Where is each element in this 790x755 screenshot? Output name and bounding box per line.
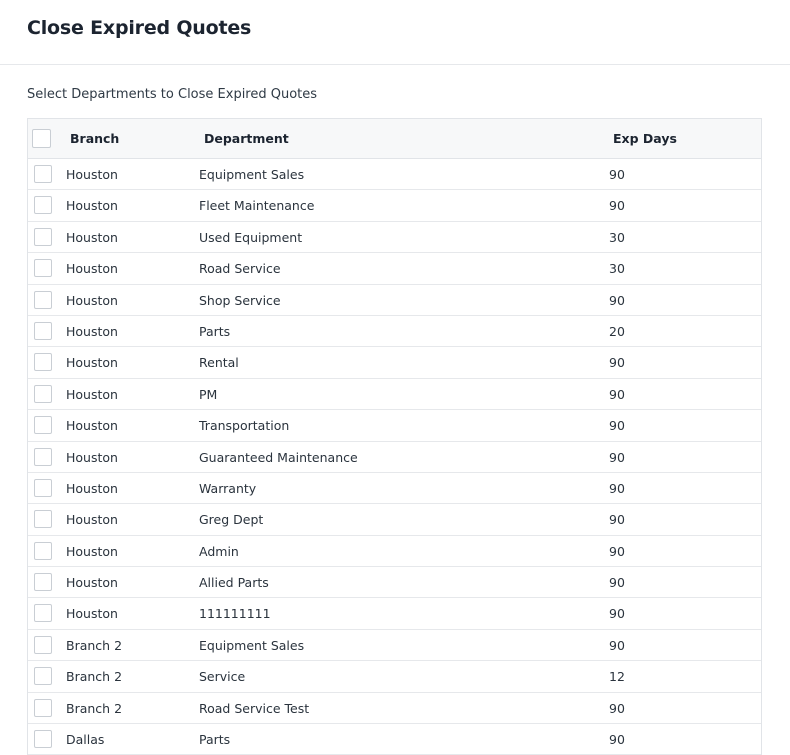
department-cell: Equipment Sales [199,167,305,182]
exp-days-cell: 90 [609,449,625,465]
exp-days-cell: 30 [609,261,625,277]
department-cell: Allied Parts [199,575,269,591]
exp-days-cell: 90 [609,386,625,402]
department-cell: Warranty [199,480,257,496]
row-checkbox[interactable] [34,196,52,214]
table-row[interactable] [28,630,761,661]
department-cell: Transportation [199,418,290,434]
department-cell: Parts [199,323,231,339]
table-row[interactable] [28,379,761,410]
department-cell: Greg Dept [199,512,264,528]
branch-cell: Houston [66,167,118,182]
exp-days-cell: 90 [609,418,625,434]
branch-cell: Branch 2 [66,637,123,653]
branch-cell: Houston [66,292,118,308]
department-cell: PM [199,386,218,402]
department-cell: Guaranteed Maintenance [199,449,358,465]
table-row[interactable] [28,190,761,221]
exp-days-cell: 90 [609,606,625,622]
department-cell: 111111111 [199,606,271,622]
table-row[interactable] [28,598,761,629]
exp-days-cell: 90 [609,480,625,496]
table-row[interactable] [28,285,761,316]
table-row[interactable] [28,410,761,441]
row-checkbox[interactable] [34,259,52,277]
exp-days-cell: 90 [609,167,625,182]
page-header [0,0,790,65]
table-row[interactable] [28,222,761,253]
column-header-branch[interactable]: Branch [70,131,120,146]
table-header [28,119,761,159]
department-cell: Shop Service [199,292,281,308]
branch-cell: Branch 2 [66,669,123,685]
department-cell: Fleet Maintenance [199,198,315,214]
row-checkbox[interactable] [34,636,52,654]
row-checkbox[interactable] [34,510,52,528]
department-cell: Used Equipment [199,229,303,245]
column-header-exp-days[interactable]: Exp Days [613,131,677,146]
branch-cell: Houston [66,386,118,402]
table-body [28,159,761,755]
branch-cell: Houston [66,449,118,465]
row-checkbox[interactable] [34,699,52,717]
exp-days-cell: 90 [609,355,625,371]
exp-days-cell: 90 [609,732,625,748]
exp-days-cell: 90 [609,637,625,653]
branch-cell: Dallas [66,732,105,748]
row-checkbox[interactable] [34,542,52,560]
exp-days-cell: 90 [609,512,625,528]
exp-days-cell: 90 [609,543,625,559]
column-header-department[interactable]: Department [204,131,289,146]
row-checkbox[interactable] [34,573,52,591]
table-row[interactable] [28,442,761,473]
department-cell: Equipment Sales [199,637,305,653]
table-row[interactable] [28,693,761,724]
page-title: Close Expired Quotes [27,17,252,39]
department-cell: Road Service [199,261,281,277]
table-row[interactable] [28,536,761,567]
table-row[interactable] [28,347,761,378]
row-checkbox[interactable] [34,385,52,403]
row-checkbox[interactable] [34,228,52,246]
table-row[interactable] [28,159,761,190]
select-all-checkbox[interactable] [32,129,51,148]
branch-cell: Houston [66,355,118,371]
row-checkbox[interactable] [34,730,52,748]
row-checkbox[interactable] [34,667,52,685]
exp-days-cell: 12 [609,669,625,685]
branch-cell: Branch 2 [66,700,123,716]
table-row[interactable] [28,724,761,755]
exp-days-cell: 90 [609,198,625,214]
exp-days-cell: 90 [609,700,625,716]
row-checkbox[interactable] [34,322,52,340]
table-row[interactable] [28,473,761,504]
row-checkbox[interactable] [34,416,52,434]
branch-cell: Houston [66,543,118,559]
department-cell: Service [199,669,246,685]
department-cell: Admin [199,543,239,559]
branch-cell: Houston [66,512,118,528]
branch-cell: Houston [66,418,118,434]
branch-cell: Houston [66,575,118,591]
department-cell: Rental [199,355,239,371]
table-row[interactable] [28,253,761,284]
exp-days-cell: 20 [609,323,625,339]
branch-cell: Houston [66,198,118,214]
table-row[interactable] [28,567,761,598]
exp-days-cell: 90 [609,292,625,308]
row-checkbox[interactable] [34,479,52,497]
table-row[interactable] [28,504,761,535]
row-checkbox[interactable] [34,604,52,622]
table-row[interactable] [28,316,761,347]
row-checkbox[interactable] [34,291,52,309]
table-row[interactable] [28,661,761,692]
departments-table [27,118,762,755]
exp-days-cell: 90 [609,575,625,591]
exp-days-cell: 30 [609,229,625,245]
branch-cell: Houston [66,480,118,496]
row-checkbox[interactable] [34,353,52,371]
branch-cell: Houston [66,323,118,339]
department-cell: Parts [199,732,231,748]
instructions-text: Select Departments to Close Expired Quotes [27,87,318,102]
branch-cell: Houston [66,229,118,245]
branch-cell: Houston [66,606,118,622]
row-checkbox[interactable] [34,165,52,183]
branch-cell: Houston [66,261,118,277]
department-cell: Road Service Test [199,700,310,716]
row-checkbox[interactable] [34,448,52,466]
